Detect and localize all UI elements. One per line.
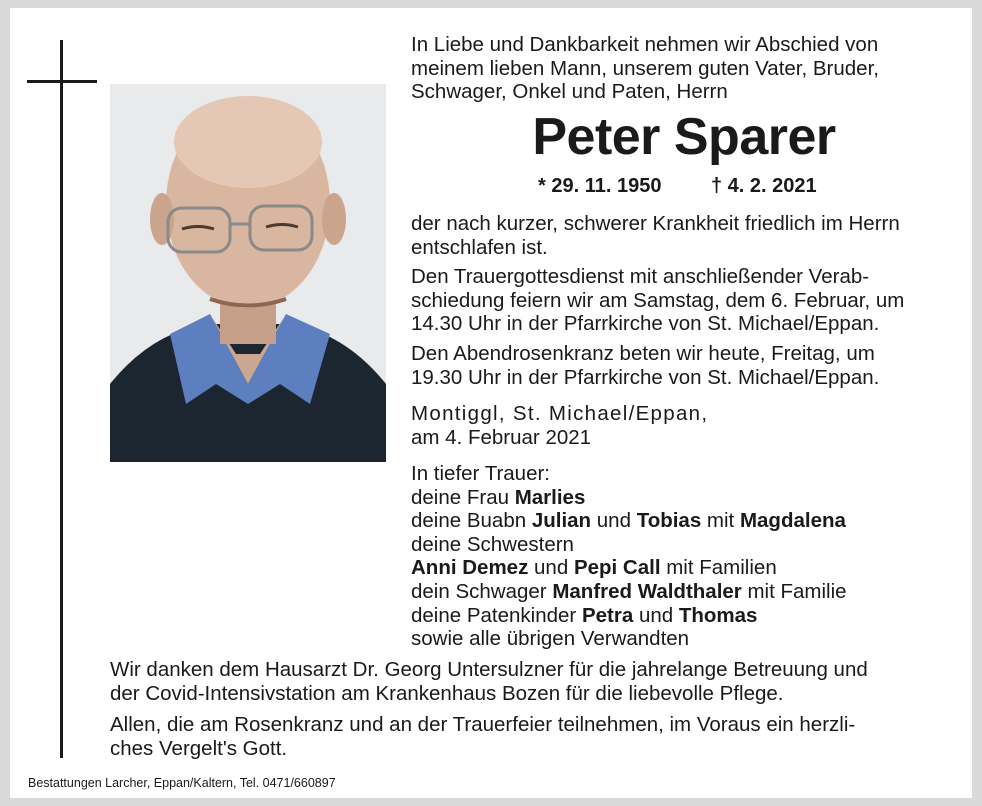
rosary-line: 19.30 Uhr in der Pfarrkirche von St. Michael/Eppan. [411,365,880,389]
passing-paragraph [411,212,957,259]
portrait-photo [110,84,386,462]
passing-line: der nach kurzer, schwerer Krankheit friedlich im Herrn [411,212,900,235]
mourner-line-sister-names: Anni Demez und Pepi Call mit Familien [411,556,777,580]
date-line: am 4. Februar 2021 [411,425,592,449]
mourners-heading: In tiefer Trauer: [411,462,551,485]
intro-line: Schwager, Onkel und Paten, Herrn [411,80,728,104]
death-date: † 4. 2. 2021 [711,175,817,197]
rosary-line: Den Abendrosenkranz beten wir heute, Freitag, um [411,342,875,365]
passing-line: entschlafen ist. [411,235,548,259]
cross-horizontal-bar [27,80,97,83]
service-line: Den Trauergottesdienst mit anschließender Verab- [411,265,870,288]
closing-line: ches Vergelt's Gott. [110,736,288,760]
deceased-name: Peter Sparer [532,108,836,166]
birth-date: * 29. 11. 1950 [538,175,662,197]
thanks-line: der Covid-Intensivstation am Krankenhaus Bozen für die liebevolle Pflege. [110,681,784,705]
closing-paragraph [110,713,958,760]
mourner-line-godchildren: deine Patenkinder Petra und Thomas [411,603,758,627]
intro-line: meinem lieben Mann, unserem guten Vater, Bruder, [411,56,879,80]
mourner-line-brother-in-law: dein Schwager Manfred Waldthaler mit Familie [411,579,847,603]
closing-line: Allen, die am Rosenkranz und an der Trauerfeier teilnehmen, im Voraus ein herzli- [110,713,856,736]
mourner-line-sisters: deine Schwestern [411,532,574,556]
thanks-line: Wir danken dem Hausarzt Dr. Georg Untersulzner für die jahrelange Betreuung und [110,658,868,681]
service-paragraph [411,265,957,336]
rosary-paragraph [411,342,957,389]
thanks-paragraph [110,658,958,705]
portrait-illustration [110,84,386,462]
intro-line: In Liebe und Dankbarkeit nehmen wir Abschied von [411,33,879,56]
mourners-block [411,462,971,651]
mourner-line-sons: deine Buabn Julian und Tobias mit Magdalena [411,509,846,533]
service-line: schiedung feiern wir am Samstag, dem 6. Februar, um [411,288,905,312]
mourner-line-wife: deine Frau Marlies [411,485,586,509]
mourner-line-relatives: sowie alle übrigen Verwandten [411,627,690,651]
place-line: Montiggl, St. Michael/Eppan, [411,402,709,425]
cross-vertical-bar [60,40,63,758]
place-date-block [411,402,957,449]
service-line: 14.30 Uhr in der Pfarrkirche von St. Michael/Eppan. [411,312,880,336]
funeral-home-footer: Bestattungen Larcher, Eppan/Kaltern, Tel. 0471/660897 [28,776,336,790]
intro-paragraph [411,33,957,104]
